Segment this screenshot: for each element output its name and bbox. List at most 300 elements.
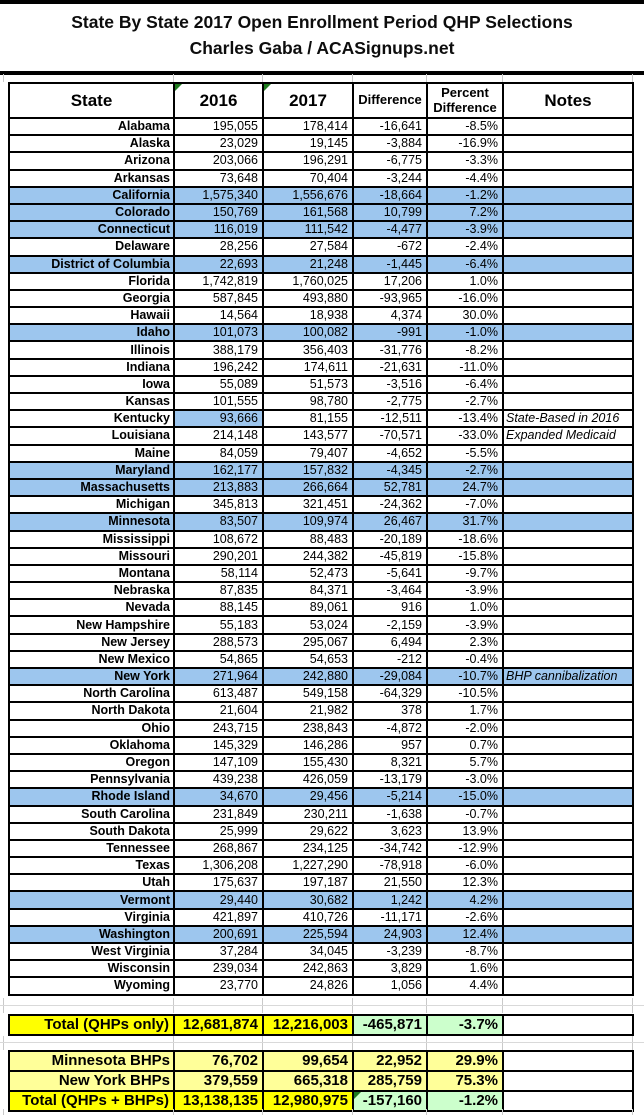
cell-2017: 12,980,975 [263,1091,353,1111]
cell-note [503,754,633,771]
cell-pct: -16.0% [427,290,503,307]
state-row [9,737,633,754]
cell-pct: -8.7% [427,943,503,960]
minnesota-bhps-row [9,1051,633,1071]
cell-state: West Virginia [9,943,174,960]
cell-y2017: 549,158 [263,685,353,702]
cell-diff: -16,641 [353,118,427,135]
cell-diff: 1,056 [353,977,427,994]
cell-pct: -3.9% [427,221,503,238]
cell-diff: -31,776 [353,341,427,358]
cell-diff: 24,903 [353,926,427,943]
cell-y2016: 108,672 [174,531,263,548]
cell-pct: 1.6% [427,960,503,977]
cell-y2016: 214,148 [174,427,263,444]
cell-2017: 99,654 [263,1051,353,1071]
cell-y2016: 439,238 [174,771,263,788]
cell-2016: 12,681,874 [174,1015,263,1035]
cell-difference: 285,759 [353,1071,427,1091]
cell-note [503,891,633,908]
cell-pct: 30.0% [427,307,503,324]
cell-diff: -5,214 [353,788,427,805]
total-qhps-only-table [8,1014,634,1036]
state-row [9,806,633,823]
cell-y2016: 93,666 [174,410,263,427]
column-header-2016: 2016 [174,83,263,118]
cell-y2016: 54,865 [174,651,263,668]
cell-diff: 957 [353,737,427,754]
cell-y2017: 225,594 [263,926,353,943]
cell-note [503,290,633,307]
cell-y2016: 145,329 [174,737,263,754]
cell-y2017: 34,045 [263,943,353,960]
cell-state: New Mexico [9,651,174,668]
state-row [9,977,633,994]
cell-state: Ohio [9,720,174,737]
cell-state: New Jersey [9,634,174,651]
cell-pct: -13.4% [427,410,503,427]
state-row [9,359,633,376]
cell-note: Expanded Medicaid [503,427,633,444]
cell-y2017: 244,382 [263,548,353,565]
cell-y2016: 243,715 [174,720,263,737]
cell-note [503,204,633,221]
cell-diff: 1,242 [353,891,427,908]
cell-pct: -0.4% [427,651,503,668]
state-row [9,668,633,685]
cell-percent-difference: 75.3% [427,1071,503,1091]
cell-diff: 8,321 [353,754,427,771]
cell-state: Missouri [9,548,174,565]
cell-note [503,702,633,719]
cell-state: Louisiana [9,427,174,444]
cell-diff: -2,159 [353,616,427,633]
cell-diff: -1,445 [353,256,427,273]
bhp-table [8,1050,634,1112]
cell-state: Montana [9,565,174,582]
cell-note [503,651,633,668]
cell-y2017: 1,227,290 [263,857,353,874]
cell-note [503,806,633,823]
cell-y2017: 54,653 [263,651,353,668]
gridline-strip [0,1109,644,1115]
cell-note [503,152,633,169]
cell-diff: 26,467 [353,513,427,530]
cell-pct: -2.0% [427,720,503,737]
cell-pct: -15.8% [427,548,503,565]
state-row [9,960,633,977]
state-row [9,771,633,788]
state-row [9,410,633,427]
cell-note [503,513,633,530]
cell-diff: -3,884 [353,135,427,152]
cell-diff: -70,571 [353,427,427,444]
cell-note [503,376,633,393]
state-row [9,118,633,135]
cell-y2016: 101,555 [174,393,263,410]
cell-note: State-Based in 2016 [503,410,633,427]
cell-notes [503,1071,633,1091]
cell-state: District of Columbia [9,256,174,273]
cell-y2017: 24,826 [263,977,353,994]
cell-note [503,685,633,702]
cell-y2016: 58,114 [174,565,263,582]
cell-diff: -212 [353,651,427,668]
cell-y2017: 1,760,025 [263,273,353,290]
cell-y2017: 21,248 [263,256,353,273]
cell-pct: -10.7% [427,668,503,685]
cell-difference: 22,952 [353,1051,427,1071]
state-row [9,324,633,341]
total-label: Total (QHPs + BHPs) [9,1091,174,1111]
cell-y2017: 27,584 [263,238,353,255]
cell-y2016: 388,179 [174,341,263,358]
cell-note [503,823,633,840]
state-row [9,238,633,255]
cell-diff: -3,239 [353,943,427,960]
cell-state: Indiana [9,359,174,376]
cell-pct: -1.0% [427,324,503,341]
cell-y2017: 234,125 [263,840,353,857]
cell-state: Utah [9,874,174,891]
cell-diff: -34,742 [353,840,427,857]
column-header-difference: Difference [353,83,427,118]
cell-2016: 76,702 [174,1051,263,1071]
state-row [9,651,633,668]
cell-pct: -11.0% [427,359,503,376]
cell-diff: -64,329 [353,685,427,702]
cell-note [503,238,633,255]
cell-diff: -6,775 [353,152,427,169]
cell-y2017: 100,082 [263,324,353,341]
cell-pct: -33.0% [427,427,503,444]
column-header-notes: Notes [503,83,633,118]
state-row [9,702,633,719]
cell-diff: -29,084 [353,668,427,685]
state-row [9,376,633,393]
column-header-state: State [9,83,174,118]
state-row [9,823,633,840]
cell-state: New York [9,668,174,685]
state-row [9,599,633,616]
cell-note [503,788,633,805]
cell-state: Delaware [9,238,174,255]
cell-pct: -6.4% [427,376,503,393]
state-row [9,909,633,926]
cell-state: Oregon [9,754,174,771]
cell-y2016: 29,440 [174,891,263,908]
qhp-selections-table [8,82,634,996]
cell-y2017: 493,880 [263,290,353,307]
cell-2016: 13,138,135 [174,1091,263,1111]
cell-diff: -12,511 [353,410,427,427]
state-row [9,891,633,908]
cell-state: Rhode Island [9,788,174,805]
cell-y2016: 21,604 [174,702,263,719]
cell-pct: -3.9% [427,582,503,599]
cell-state: Maine [9,445,174,462]
cell-note [503,118,633,135]
cell-note [503,273,633,290]
cell-2016: 379,559 [174,1071,263,1091]
cell-pct: 24.7% [427,479,503,496]
cell-y2017: 174,611 [263,359,353,376]
cell-y2016: 421,897 [174,909,263,926]
cell-state: Nebraska [9,582,174,599]
state-row [9,926,633,943]
cell-y2016: 73,648 [174,170,263,187]
cell-note [503,840,633,857]
cell-y2017: 53,024 [263,616,353,633]
cell-pct: 0.7% [427,737,503,754]
cell-state: Kentucky [9,410,174,427]
state-row [9,582,633,599]
cell-pct: -9.7% [427,565,503,582]
cell-diff: -3,516 [353,376,427,393]
cell-pct: 2.3% [427,634,503,651]
cell-pct: -8.2% [427,341,503,358]
cell-pct: 4.4% [427,977,503,994]
state-row [9,221,633,238]
cell-state: Kansas [9,393,174,410]
cell-diff: -3,464 [353,582,427,599]
cell-note [503,393,633,410]
cell-y2017: 321,451 [263,496,353,513]
cell-y2017: 146,286 [263,737,353,754]
state-row [9,393,633,410]
cell-y2016: 200,691 [174,926,263,943]
cell-state: South Dakota [9,823,174,840]
state-row [9,857,633,874]
cell-diff: 21,550 [353,874,427,891]
cell-y2016: 162,177 [174,462,263,479]
cell-pct: 12.4% [427,926,503,943]
cell-diff: -45,819 [353,548,427,565]
cell-note [503,582,633,599]
cell-state: Washington [9,926,174,943]
gridline-strip [0,74,644,82]
top-border-line [0,0,644,4]
cell-y2016: 28,256 [174,238,263,255]
cell-y2016: 1,742,819 [174,273,263,290]
cell-pct: -2.6% [427,909,503,926]
cell-pct: -15.0% [427,788,503,805]
cell-y2017: 81,155 [263,410,353,427]
cell-y2017: 98,780 [263,393,353,410]
cell-note [503,599,633,616]
cell-y2017: 295,067 [263,634,353,651]
cell-state: Arkansas [9,170,174,187]
cell-state: Idaho [9,324,174,341]
cell-y2017: 52,473 [263,565,353,582]
cell-pct: 7.2% [427,204,503,221]
cell-state: Arizona [9,152,174,169]
cell-note: BHP cannibalization [503,668,633,685]
cell-pct: 13.9% [427,823,503,840]
cell-y2016: 83,507 [174,513,263,530]
cell-diff: -20,189 [353,531,427,548]
cell-y2017: 19,145 [263,135,353,152]
cell-y2017: 109,974 [263,513,353,530]
state-row [9,634,633,651]
cell-diff: -78,918 [353,857,427,874]
cell-diff: 378 [353,702,427,719]
cell-pct: 1.0% [427,273,503,290]
cell-note [503,135,633,152]
cell-state: Texas [9,857,174,874]
cell-y2016: 290,201 [174,548,263,565]
cell-y2016: 147,109 [174,754,263,771]
row-label: Minnesota BHPs [9,1051,174,1071]
cell-note [503,341,633,358]
column-header-2017: 2017 [263,83,353,118]
cell-difference: -465,871 [353,1015,427,1035]
cell-note [503,720,633,737]
cell-y2017: 51,573 [263,376,353,393]
cell-diff: -24,362 [353,496,427,513]
cell-state: Virginia [9,909,174,926]
cell-state: Massachusetts [9,479,174,496]
cell-note [503,857,633,874]
cell-note [503,496,633,513]
cell-note [503,977,633,994]
cell-y2016: 1,306,208 [174,857,263,874]
cell-diff: -5,641 [353,565,427,582]
cell-pct: -7.0% [427,496,503,513]
cell-diff: -672 [353,238,427,255]
cell-y2017: 111,542 [263,221,353,238]
cell-diff: -991 [353,324,427,341]
cell-y2016: 239,034 [174,960,263,977]
cell-percent-difference: 29.9% [427,1051,503,1071]
cell-pct: 31.7% [427,513,503,530]
cell-note [503,170,633,187]
cell-pct: -18.6% [427,531,503,548]
state-row [9,685,633,702]
cell-2017: 665,318 [263,1071,353,1091]
qhp-table-body [9,118,633,995]
cell-note [503,307,633,324]
cell-note [503,943,633,960]
state-row [9,874,633,891]
cell-y2016: 25,999 [174,823,263,840]
cell-pct: -6.4% [427,256,503,273]
cell-note [503,565,633,582]
cell-y2017: 178,414 [263,118,353,135]
cell-pct: -8.5% [427,118,503,135]
cell-y2016: 101,073 [174,324,263,341]
cell-pct: -5.5% [427,445,503,462]
cell-y2017: 196,291 [263,152,353,169]
cell-notes [503,1091,633,1111]
state-row [9,548,633,565]
state-row [9,187,633,204]
flag-triangle-icon [264,84,271,91]
cell-state: Vermont [9,891,174,908]
total-qhps-only-row [9,1015,633,1035]
cell-pct: -6.0% [427,857,503,874]
state-row [9,754,633,771]
cell-y2016: 87,835 [174,582,263,599]
cell-state: Oklahoma [9,737,174,754]
title-line1: State By State 2017 Open Enrollment Period QHP Selections [71,12,573,32]
cell-y2017: 242,880 [263,668,353,685]
cell-y2016: 196,242 [174,359,263,376]
cell-pct: -3.3% [427,152,503,169]
cell-state: California [9,187,174,204]
cell-y2016: 84,059 [174,445,263,462]
state-row [9,152,633,169]
cell-state: Wisconsin [9,960,174,977]
cell-y2016: 288,573 [174,634,263,651]
cell-diff: -4,872 [353,720,427,737]
state-row [9,943,633,960]
state-row [9,307,633,324]
state-row [9,290,633,307]
cell-note [503,359,633,376]
cell-pct: -16.9% [427,135,503,152]
cell-pct: 5.7% [427,754,503,771]
cell-y2017: 266,664 [263,479,353,496]
flag-triangle-icon [175,84,182,91]
cell-diff: 17,206 [353,273,427,290]
row-label: New York BHPs [9,1071,174,1091]
new-york-bhps-row [9,1071,633,1091]
cell-state: Alaska [9,135,174,152]
state-row [9,565,633,582]
cell-diff: -21,631 [353,359,427,376]
cell-y2016: 34,670 [174,788,263,805]
cell-diff: 916 [353,599,427,616]
cell-y2016: 203,066 [174,152,263,169]
cell-diff: -4,345 [353,462,427,479]
header-row [9,83,633,118]
cell-diff: -3,244 [353,170,427,187]
cell-y2016: 213,883 [174,479,263,496]
cell-y2016: 195,055 [174,118,263,135]
cell-y2016: 231,849 [174,806,263,823]
cell-state: Minnesota [9,513,174,530]
cell-y2016: 613,487 [174,685,263,702]
cell-y2017: 197,187 [263,874,353,891]
gridline-strip [0,1036,644,1050]
cell-state: Pennsylvania [9,771,174,788]
cell-diff: -18,664 [353,187,427,204]
cell-note [503,926,633,943]
cell-note [503,771,633,788]
state-row [9,273,633,290]
cell-y2016: 150,769 [174,204,263,221]
state-row [9,341,633,358]
cell-notes [503,1051,633,1071]
gridline-strip [0,998,644,1013]
cell-state: North Dakota [9,702,174,719]
state-row [9,427,633,444]
cell-2017: 12,216,003 [263,1015,353,1035]
cell-y2016: 23,770 [174,977,263,994]
cell-y2017: 18,938 [263,307,353,324]
cell-diff: -4,477 [353,221,427,238]
cell-y2017: 426,059 [263,771,353,788]
cell-note [503,548,633,565]
cell-state: New Hampshire [9,616,174,633]
cell-y2016: 116,019 [174,221,263,238]
cell-note [503,874,633,891]
cell-y2017: 161,568 [263,204,353,221]
cell-y2017: 79,407 [263,445,353,462]
cell-notes [503,1015,633,1035]
cell-diff: 10,799 [353,204,427,221]
